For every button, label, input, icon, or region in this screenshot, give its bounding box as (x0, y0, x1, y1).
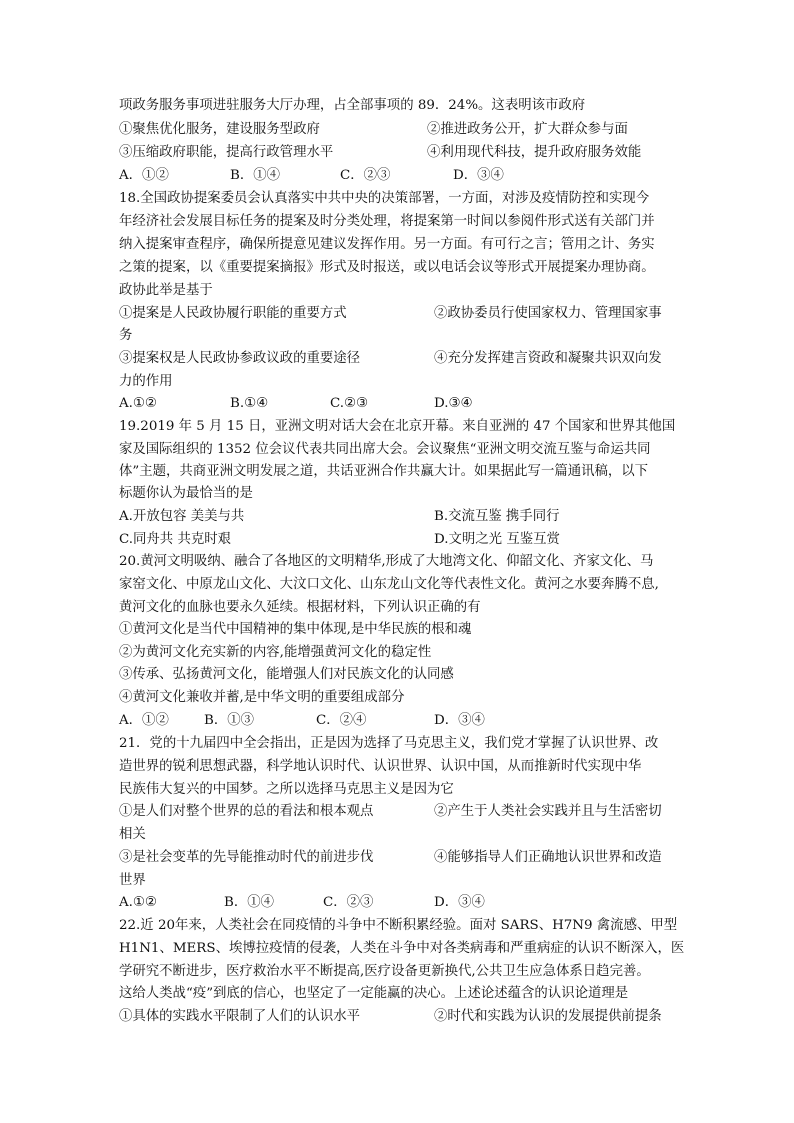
q17-option-a: A．①② (119, 168, 169, 183)
q22-statement-2: ②时代和实践为认识的发展提供前提条 (434, 1009, 662, 1024)
q17-option-b: B．①④ (230, 168, 281, 183)
q22-stem-line: 22.近 20年来，人类社会在同疫情的斗争中不断积累经验。面对 SARS、H7N9 禽流感、甲型 (119, 918, 678, 933)
q18-stem-line: 18.全国政协提案委员会认真落实中共中央的决策部署，一方面，对涉及疫情防控和实现今 (119, 191, 650, 206)
q22-statement-1: ①具体的实践水平限制了人们的认识水平 (119, 1009, 361, 1024)
q19-option-b: B.交流互鉴 携手同行 (434, 509, 560, 524)
q21-stem-line: 民族伟大复兴的中国梦。之所以选择马克思主义是因为它 (119, 782, 454, 797)
q18-statement-4: ④充分发挥建言资政和凝聚共识双向发 (434, 351, 662, 366)
q18-statement-1: ①提案是人民政协履行职能的重要方式 (119, 306, 347, 321)
q21-option-d: D．③④ (434, 895, 485, 910)
q20-stem-line: 黄河文化的血脉也要永久延续。根据材料，下列认识正确的有 (119, 600, 481, 615)
q21-statement-2: ②产生于人类社会实践并且与生活密切 (434, 804, 662, 819)
q18-option-a: A.①② (119, 396, 157, 411)
q17-statement-3: ③压缩政府职能，提高行政管理水平 (119, 145, 334, 160)
q20-option-d: D．③④ (434, 713, 485, 728)
q21-statement-4-wrap: 世界 (119, 873, 146, 888)
q18-statement-2-wrap: 务 (119, 328, 133, 343)
q17-option-c: C．②③ (340, 168, 391, 183)
q20-option-a: A．①② (119, 713, 169, 728)
q19-stem-line: 体”主题，共商亚洲文明发展之道，共话亚洲合作共赢大计。如果据此写一篇通讯稿，以下 (119, 464, 649, 479)
q22-stem-line: 这给人类战“疫”到底的信心，也坚定了一定能赢的决心。上述论述蕴含的认识论道理是 (119, 986, 629, 1001)
q18-option-d: D.③④ (434, 396, 473, 411)
q20-option-b: B．①③ (204, 713, 255, 728)
q21-option-c: C．②③ (323, 895, 374, 910)
q19-option-c: C.同舟共 共克时艰 (119, 532, 232, 547)
q20-option-c: C．②④ (316, 713, 367, 728)
q21-option-b: B．①④ (224, 895, 275, 910)
q17-option-d: D．③④ (453, 168, 504, 183)
q18-stem-line: 年经济社会发展目标任务的提案及时分类处理，将提案第一时间以参阅件形式送有关部门并 (119, 214, 655, 229)
q18-option-c: C.②③ (330, 396, 369, 411)
q19-option-a: A.开放包容 美美与共 (119, 509, 245, 524)
q21-statement-1: ①是人们对整个世界的总的看法和根本观点 (119, 804, 374, 819)
q18-option-b: B.①④ (230, 396, 269, 411)
q17-statement-4: ④利用现代科技，提升政府服务效能 (427, 145, 642, 160)
q18-stem-line: 之策的提案，以《重要提案摘报》形式及时报送，或以电话会议等形式开展提案办理协商。 (119, 260, 655, 275)
q20-statement-3: ③传承、弘扬黄河文化，能增强人们对民族文化的认同感 (119, 667, 454, 682)
q21-stem-line: 造世界的锐利思想武器，科学地认识时代、认识世界、认识中国，从而推新时代实现中华 (119, 759, 642, 774)
q19-stem-line: 家及国际组织的 1352 位会议代表共同出席大会。会议聚焦“亚洲文明交流互鉴与命运共同 (119, 442, 651, 457)
q21-statement-2-wrap: 相关 (119, 827, 146, 842)
q22-stem-line: 学研究不断进步，医疗救治水平不断提高,医疗设备更新换代,公共卫生应急体系日趋完善。 (119, 964, 650, 979)
q20-statement-1: ①黄河文化是当代中国精神的集中体现,是中华民族的根和魂 (119, 622, 472, 637)
q17-statement-2: ②推进政务公开，扩大群众参与面 (427, 122, 628, 137)
q22-stem-line: H1N1、MERS、埃博拉疫情的侵袭，人类在斗争中对各类病毒和严重病症的认识不断深入，医 (119, 941, 685, 956)
q20-stem-line: 家窑文化、中原龙山文化、大汶口文化、山东龙山文化等代表性文化。黄河之水要奔腾不息, (119, 577, 659, 592)
q18-statement-4-wrap: 力的作用 (119, 374, 173, 389)
q20-statement-4: ④黄河文化兼收并蓄,是中华文明的重要组成部分 (119, 690, 405, 705)
q18-statement-2: ②政协委员行使国家权力、管理国家事 (434, 306, 662, 321)
q19-stem-line: 19.2019 年 5 月 15 日，亚洲文明对话大会在北京开幕。来自亚洲的 47 个国家和世界其他国 (119, 419, 676, 434)
q21-statement-4: ④能够指导人们正确地认识世界和改造 (434, 850, 662, 865)
q20-statement-2: ②为黄河文化充实新的内容,能增强黄河文化的稳定性 (119, 645, 432, 660)
q19-stem-line: 标题你认为最恰当的是 (119, 486, 253, 501)
q18-statement-3: ③提案权是人民政协参政议政的重要途径 (119, 351, 361, 366)
q17-stem: 项政务服务事项进驻服务大厅办理，占全部事项的 89．24%。这表明该市政府 (119, 98, 586, 113)
q21-stem-line: 21．党的十九届四中全会指出，正是因为选择了马克思主义，我们党才掌握了认识世界、改 (119, 736, 659, 751)
q21-statement-3: ③是社会变革的先导能推动时代的前进步伐 (119, 850, 374, 865)
q18-stem-line: 政协此举是基于 (119, 283, 213, 298)
q21-option-a: A.①② (119, 895, 157, 910)
q20-stem-line: 20.黄河文明吸纳、融合了各地区的文明精华,形成了大地湾文化、仰韶文化、齐家文化、马 (119, 554, 654, 569)
q19-option-d: D.文明之光 互鉴互赏 (434, 532, 560, 547)
q18-stem-line: 纳入提案审查程序，确保所提意见建议发挥作用。另一方面。有可行之言；管用之计、务实 (119, 237, 655, 252)
q17-statement-1: ①聚焦优化服务，建设服务型政府 (119, 122, 320, 137)
